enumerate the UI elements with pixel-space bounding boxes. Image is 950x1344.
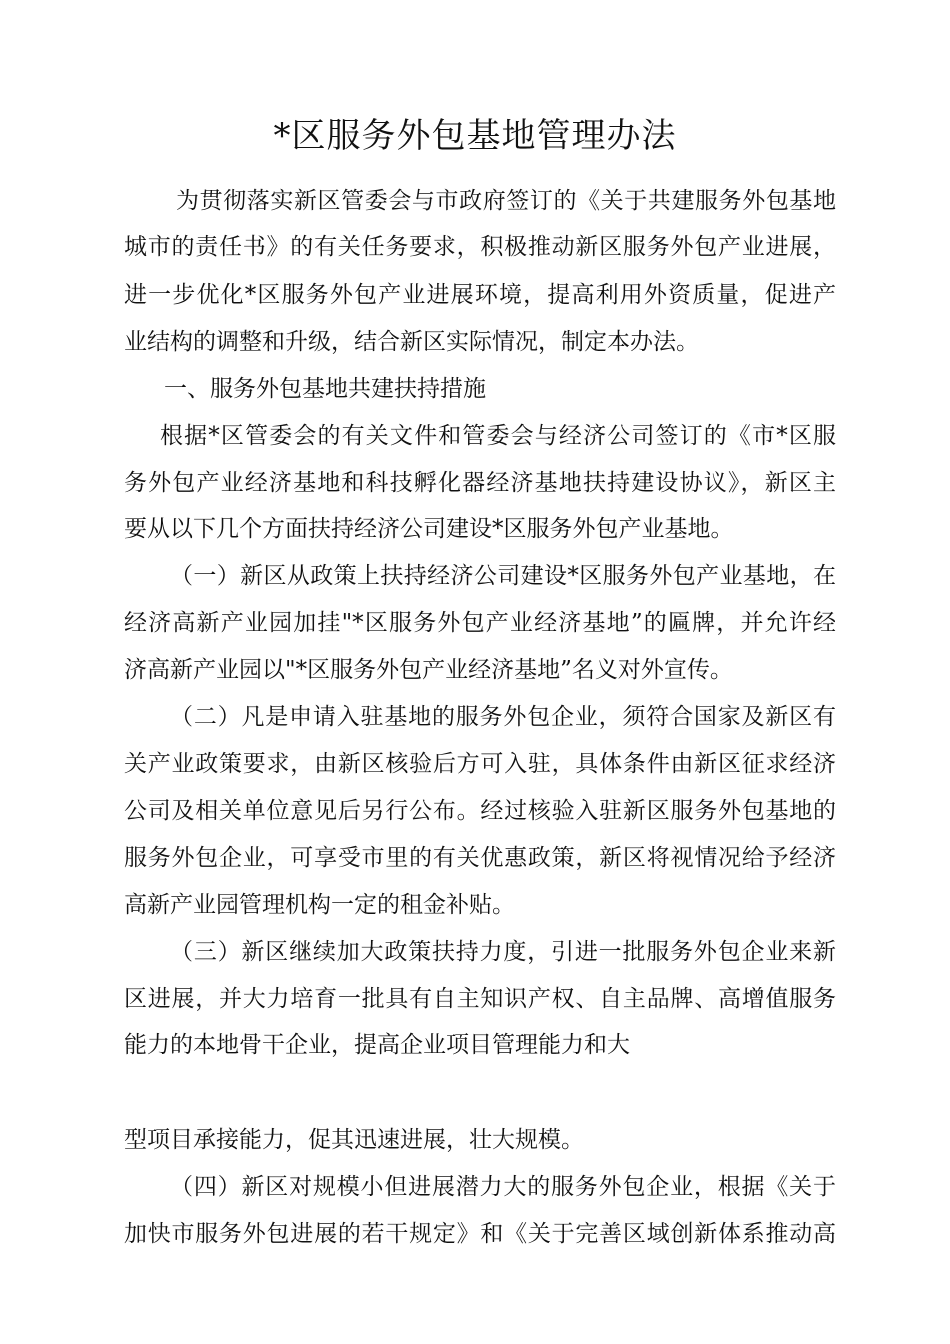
paragraph-line: （二）凡是申请入驻基地的服务外包企业，须符合国家及新区有 — [170, 704, 836, 730]
paragraph-line: 公司及相关单位意见后另行公布。经过核验入驻新区服务外包基地的 — [124, 798, 836, 824]
paragraph-line: 加快市服务外包进展的若干规定》和《关于完善区域创新体系推动高 — [124, 1221, 836, 1247]
paragraph-line: 根据*区管委会的有关文件和管委会与经济公司签订的《市*区服 — [160, 423, 836, 449]
paragraph-line: 服务外包企业，可享受市里的有关优惠政策，新区将视情况给予经济 — [124, 845, 836, 871]
paragraph-line: 业结构的调整和升级，结合新区实际情况，制定本办法。 — [124, 329, 699, 355]
paragraph-line: 进一步优化*区服务外包产业进展环境，提高利用外资质量，促进产 — [124, 282, 836, 308]
paragraph-line: 城市的责任书》的有关任务要求，积极推动新区服务外包产业进展， — [124, 234, 836, 260]
paragraph-line: （一）新区从政策上扶持经济公司建设*区服务外包产业基地，在 — [170, 563, 836, 589]
paragraph-line: 济高新产业园以"*区服务外包产业经济基地”名义对外宣传。 — [124, 657, 733, 683]
paragraph-line: 高新产业园管理机构一定的租金补贴。 — [124, 892, 515, 918]
section-heading: 一、服务外包基地共建扶持措施 — [164, 376, 486, 402]
paragraph-line: 区进展，并大力培育一批具有自主知识产权、自主品牌、高增值服务 — [124, 986, 836, 1012]
paragraph-line: （三）新区继续加大政策扶持力度，引进一批服务外包企业来新 — [170, 939, 836, 965]
paragraph-line: 务外包产业经济基地和科技孵化器经济基地扶持建设协议》，新区主 — [124, 470, 836, 496]
paragraph-line: 为贯彻落实新区管委会与市政府签订的《关于共建服务外包基地 — [176, 188, 836, 214]
paragraph-line: （四）新区对规模小但进展潜力大的服务外包企业，根据《关于 — [170, 1174, 836, 1200]
paragraph-line: 能力的本地骨干企业，提高企业项目管理能力和大 — [124, 1032, 630, 1058]
paragraph-line: 经济高新产业园加挂"*区服务外包产业经济基地”的匾牌，并允许经 — [124, 610, 836, 636]
document-title: *区服务外包基地管理办法 — [273, 116, 677, 156]
paragraph-line: 关产业政策要求，由新区核验后方可入驻，具体条件由新区征求经济 — [124, 751, 836, 777]
paragraph-line: 型项目承接能力，促其迅速进展，壮大规模。 — [124, 1127, 584, 1153]
paragraph-line: 要从以下几个方面扶持经济公司建设*区服务外包产业基地。 — [124, 516, 734, 542]
